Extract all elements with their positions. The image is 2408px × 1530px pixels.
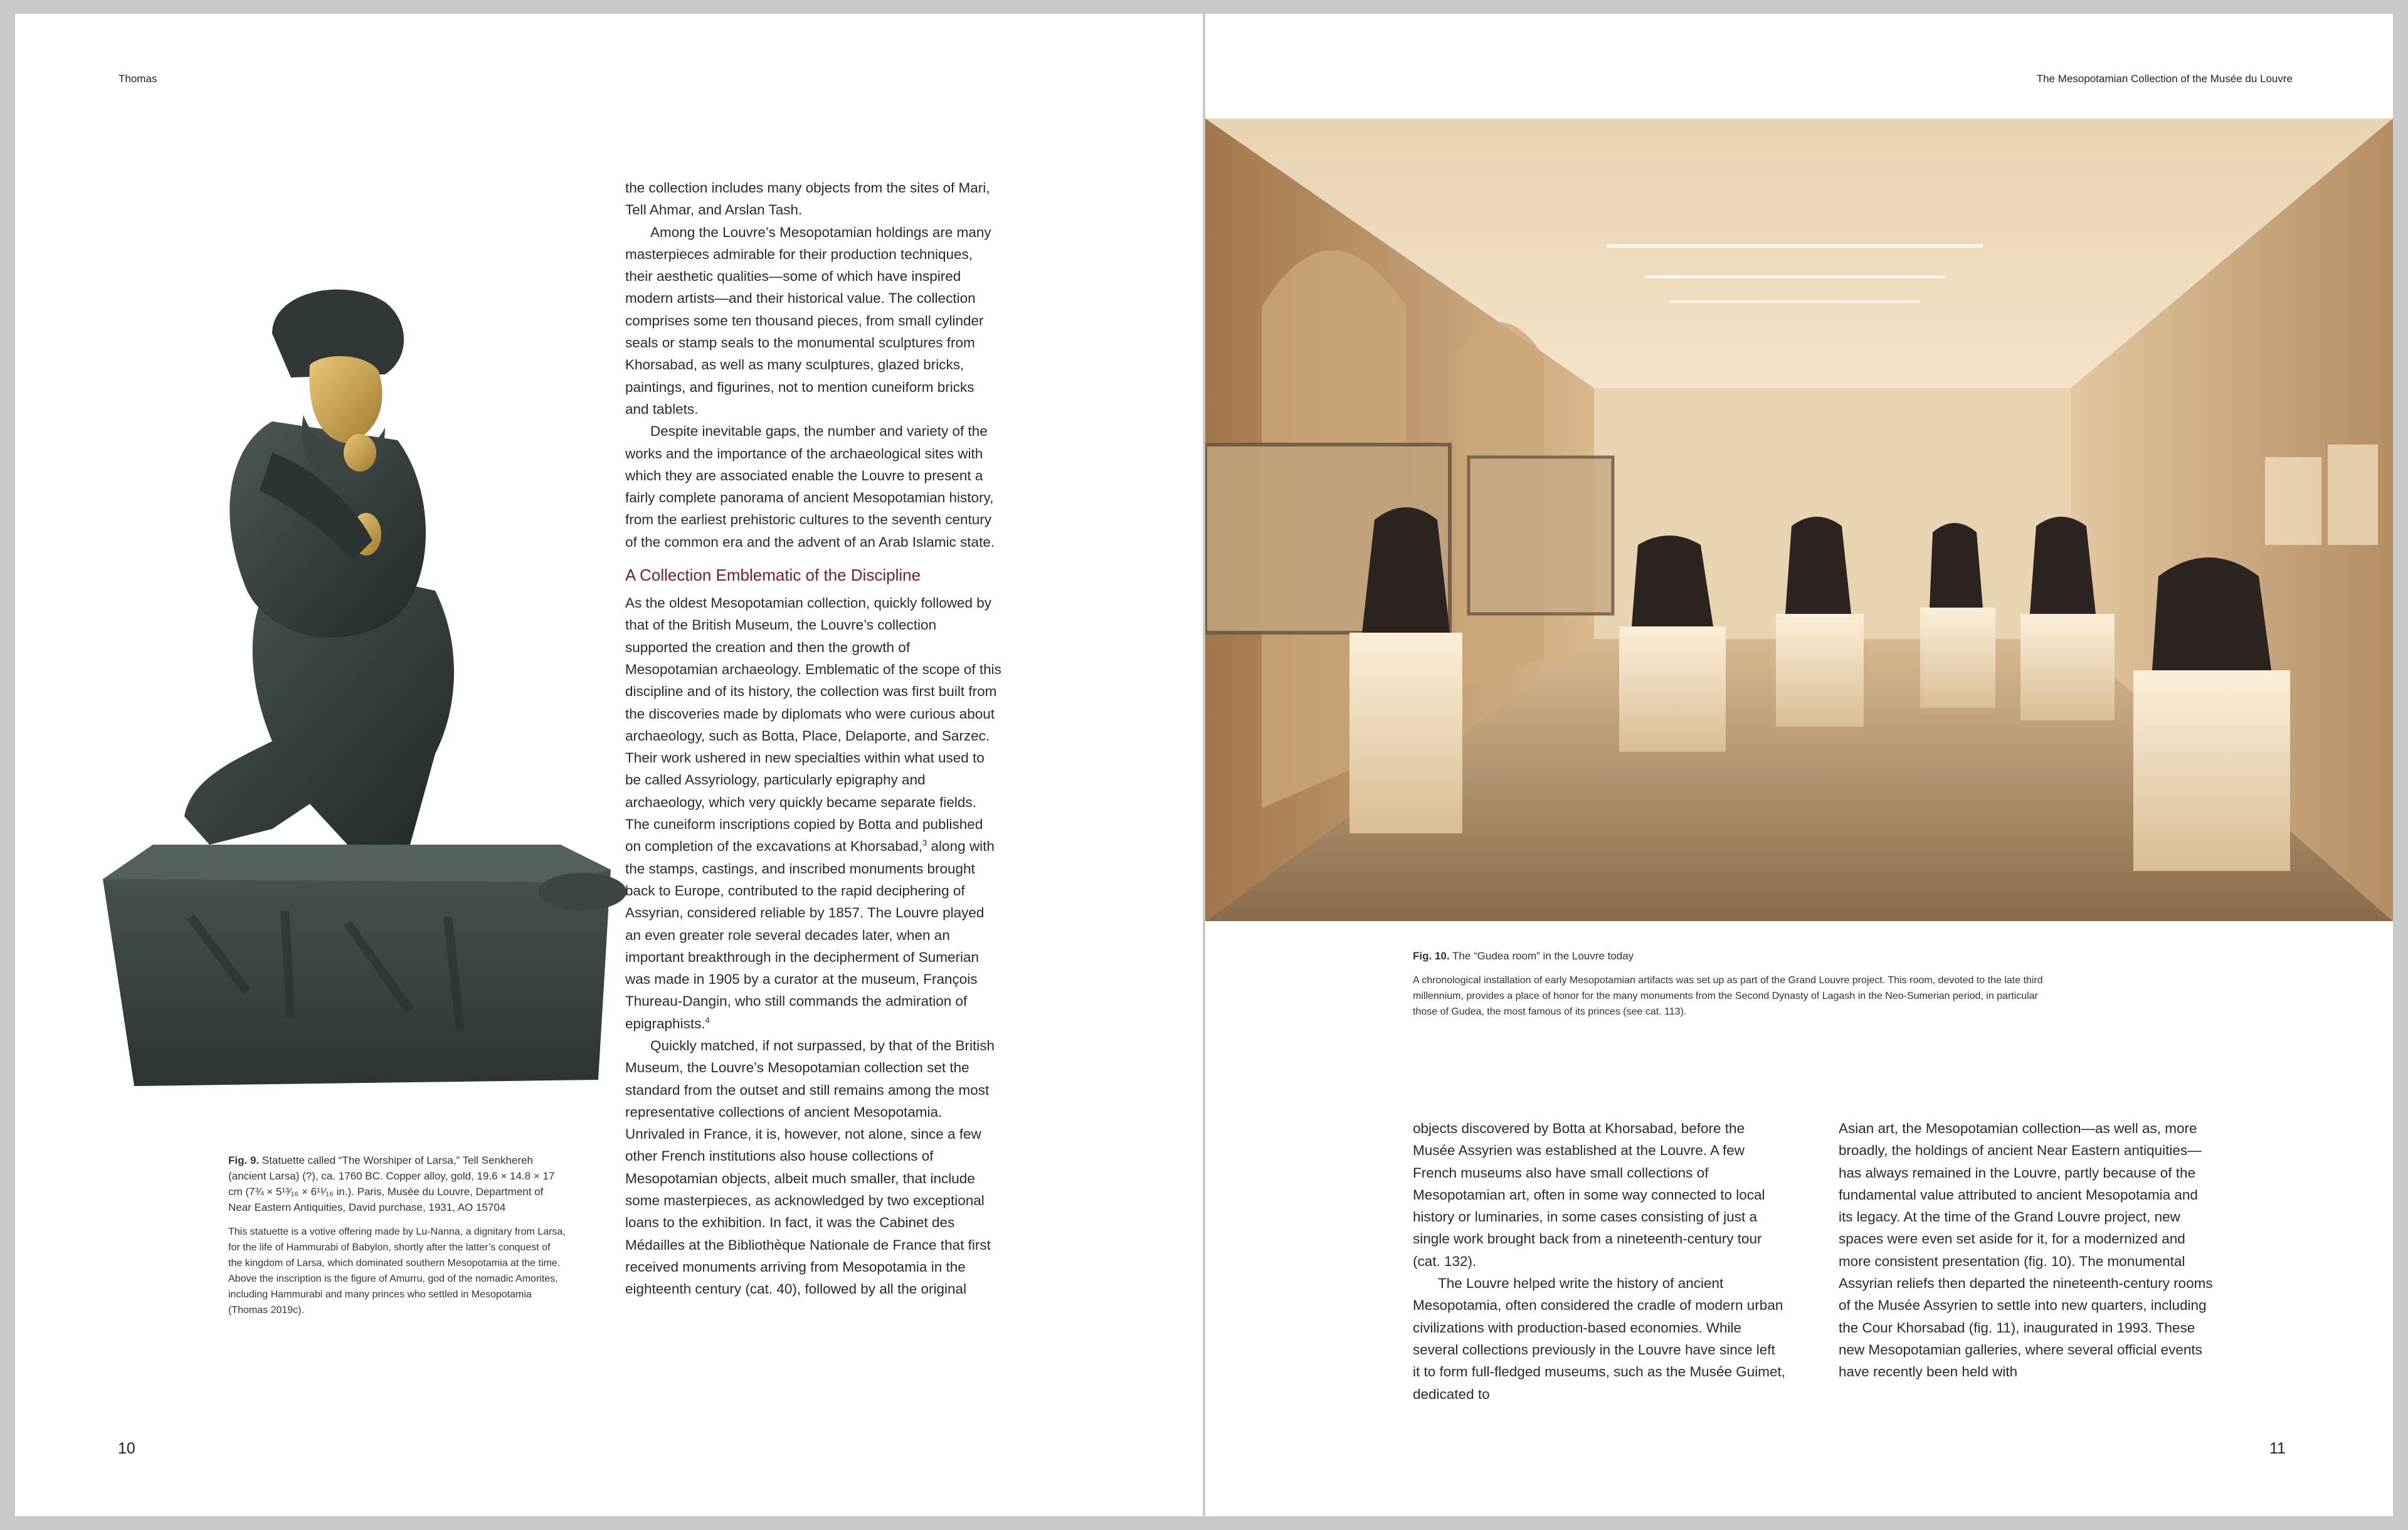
page-number-right: 11 <box>2269 1440 2286 1457</box>
paragraph: Quickly matched, if not surpassed, by that of the British Museum, the Louvre’s Mesopotamian collection set the standard from the outset and still remains among the most representative collections of ancient Mesopotamia. Unrivaled in France, it is, however, not alone, since a few other French institutions also house collections of Mesopotamian objects, albeit much smaller, that include some masterpieces, as acknowledged by two exceptional loans to the exhibition. In fact, it was the Cabinet des Médailles at the Bibliothèque Nationale de France that first received monuments arriving from Mesopotamia in the eighteenth century (cat. 40), followed by all the original <box>625 1037 995 1297</box>
paragraph: objects discovered by Botta at Khorsabad, before the Musée Assyrien was established at the Louvre. A few French museums also have small collections of Mesopotamian art, often in some way connected to local history or luminaries, in some cases consisting of just a single work brought back from a nineteenth-century tour (cat. 132). <box>1413 1121 1765 1269</box>
paragraph: the collection includes many objects from the sites of Mari, Tell Ahmar, and Arslan Tash. <box>625 180 990 218</box>
paragraph: Asian art, the Mesopotamian collection—as well as, more broadly, the holdings of ancient Near Eastern antiquities—has always remained in the Louvre, partly because of the fundamental value attributed to ancient Mesopotamia and its legacy. At the time of the Grand Louvre project, new spaces were even set aside for it, for a modernized and more consistent presentation (fig. 10). The monumental Assyrian reliefs then departed the nineteenth-century rooms of the Musée Assyrien to settle into new quarters, including the Cour Khorsabad (fig. 11), inaugurated in 1993. These new Mesopotamian galleries, where several official events have recently been held with <box>1839 1121 2213 1380</box>
paragraph-text: along with the stamps, castings, and inscribed monuments brought back to Europe, contributed to the rapid deciphering of Assyrian, considered reliable by 1857. The Louvre played an even greater role several decades later, when an important breakthrough in the decipherment of Sumerian was made in 1905 by a curator at the museum, François Thureau-Dangin, who still commands the admiration of epigraphists. <box>625 838 995 1031</box>
paragraph <box>625 592 1001 1035</box>
running-head-right: The Mesopotamian Collection of the Musée du Louvre <box>2036 73 2293 85</box>
fig9-title: Statuette called “The Worshiper of Larsa,” Tell Senkhereh (ancient Larsa) (?), ca. 1760 BC. Copper alloy, gold, 19.6 × 14.8 × 17 cm (7¾ × 5¹³⁄₁₆ × 6¹¹⁄₁₆ in.). Paris, Musée du Louvre, Department of Near Eastern Antiquities, David purchase, 1931, AO 15704 <box>228 1154 555 1213</box>
right-page <box>1205 14 2393 1516</box>
left-text-column <box>625 177 1001 1300</box>
gudea-room-photo <box>1205 119 2393 921</box>
fig10-title: The “Gudea room” in the Louvre today <box>1452 950 1634 962</box>
page-number-left: 10 <box>118 1440 135 1457</box>
right-text-column-1 <box>1413 1117 1786 1405</box>
fig10-label: Fig. 10. <box>1413 950 1450 962</box>
left-page <box>15 14 1203 1516</box>
fig10-note: A chronological installation of early Mesopotamian artifacts was set up as part of the Grand Louvre project. This room, devoted to the late third millennium, provides a place of honor for the many monuments from the Second Dynasty of Lagash in the Neo-Sumerian period, in particular those of Gudea, the most famous of its princes (see cat. 113). <box>1413 975 2043 1017</box>
right-text-column-2 <box>1839 1117 2215 1383</box>
statuette-image <box>84 265 630 1105</box>
paragraph: The Louvre helped write the history of ancient Mesopotamia, often considered the cradle of modern urban civilizations with production-based economies. While several collections previously in the Louvre have since left it to form full-fledged museums, such as the Musée Guimet, dedicated to <box>1413 1275 1785 1402</box>
paragraph: Among the Louvre’s Mesopotamian holdings are many masterpieces admirable for their production techniques, their aesthetic qualities—some of which have inspired modern artists—and their historical value. The collection comprises some ten thousand pieces, from small cylinder seals or stamp seals to the monumental sculptures from Khorsabad, as well as many sculptures, glazed bricks, paintings, and figurines, not to mention cuneiform bricks and tablets. <box>625 224 991 417</box>
fig9-note: This statuette is a votive offering made by Lu-Nanna, a dignitary from Larsa, for the life of Hammurabi of Babylon, shortly after the latter’s conquest of the kingdom of Larsa, which dominated southern Mesopotamia at the time. Above the inscription is the figure of Amurru, god of the nomadic Amorites, including Hammurabi and many princes who settled in Mesopotamia (Thomas 2019c). <box>228 1227 566 1316</box>
fig9-caption <box>228 1153 567 1318</box>
fig9-label: Fig. 9. <box>228 1154 260 1166</box>
fig10-caption <box>1413 948 2065 1020</box>
paragraph: Despite inevitable gaps, the number and variety of the works and the importance of the archaeological sites with which they are associated enable the Louvre to present a fairly complete panorama of ancient Mesopotamian history, from the earliest prehistoric cultures to the seventh century of the common era and the advent of an Arab Islamic state. <box>625 423 995 550</box>
footnote-ref[interactable]: 3 <box>922 838 927 848</box>
section-heading: A Collection Emblematic of the Discipline <box>625 566 921 585</box>
running-head-left: Thomas <box>119 73 157 85</box>
footnote-ref[interactable]: 4 <box>705 1015 710 1025</box>
paragraph-text: As the oldest Mesopotamian collection, quickly followed by that of the British Museum, the Louvre’s collection supported the creation and then the growth of Mesopotamian archaeology. Emblematic of the scope of this discipline and of its history, the collection was first built from the discoveries made by diplomats who were curious about archaeology, such as Botta, Place, Delaporte, and Sarzec. Their work ushered in new specialties within what used to be called Assyriology, particularly epigraphy and archaeology, which very quickly became separate fields. The cuneiform inscriptions copied by Botta and published on completion of the excavations at Khorsabad, <box>625 595 1001 855</box>
